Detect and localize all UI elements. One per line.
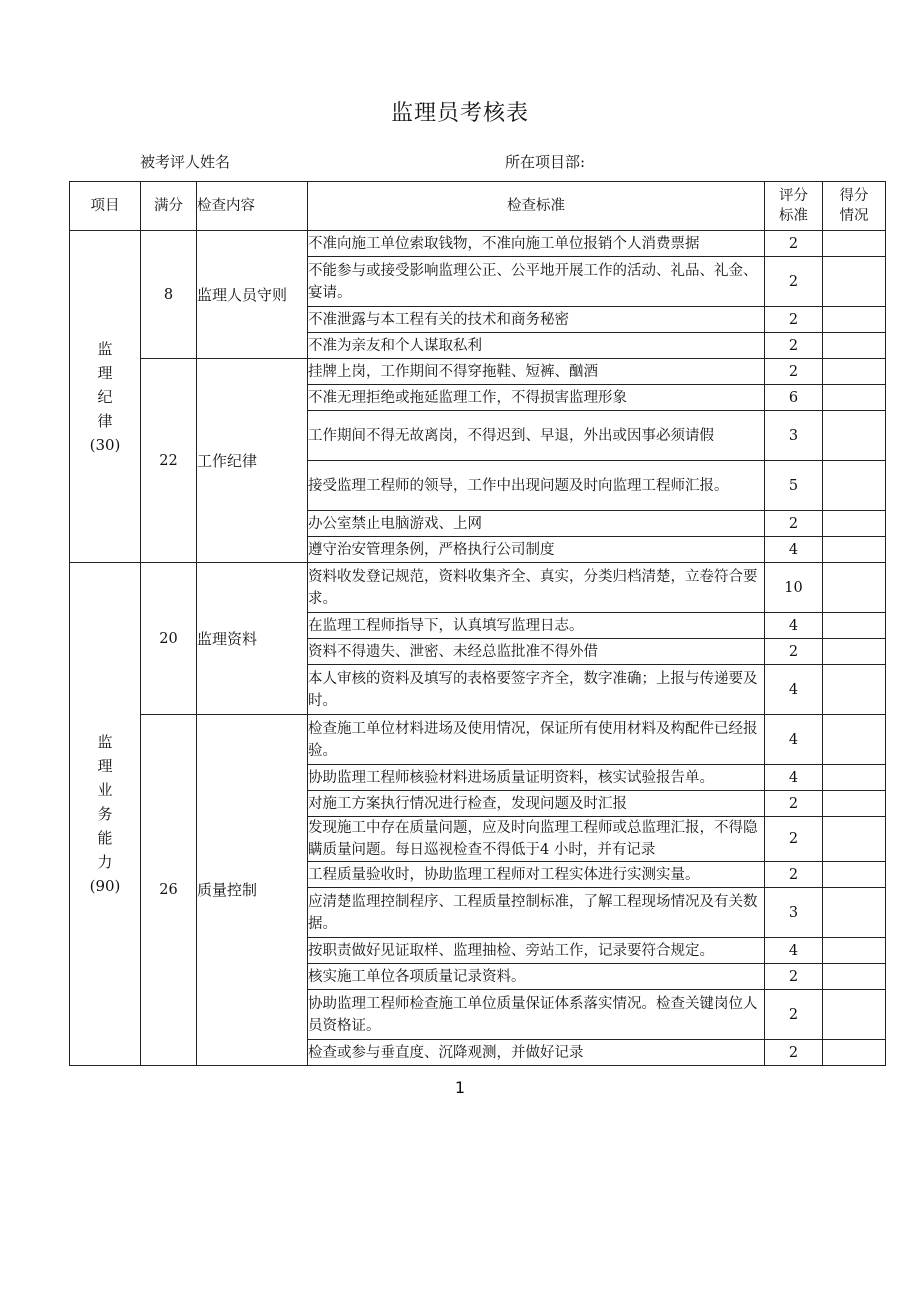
criterion-cell: 不能参与或接受影响监理公正、公平地开展工作的活动、礼品、礼金、宴请。 [308,257,765,307]
page-number: 1 [454,1078,466,1097]
standard-score-cell: 2 [765,990,823,1040]
criterion-cell: 核实施工单位各项质量记录资料。 [308,964,765,990]
table-row [70,231,886,257]
criterion-cell: 资料收发登记规范，资料收集齐全、真实，分类归档清楚，立卷符合要求。 [308,563,765,613]
obtained-score-cell[interactable] [823,665,886,715]
standard-score-cell: 2 [765,359,823,385]
obtained-score-cell[interactable] [823,1040,886,1066]
obtained-score-cell[interactable] [823,231,886,257]
category-total: (90) [89,877,121,895]
criterion-cell: 遵守治安管理条例，严格执行公司制度 [308,537,765,563]
header-content: 检查内容 [197,182,308,231]
header-standard: 评分标准 [765,182,823,231]
obtained-score-cell[interactable] [823,333,886,359]
header-full-score: 满分 [141,182,197,231]
criterion-cell: 不准向施工单位索取钱物，不准向施工单位报销个人消费票据 [308,231,765,257]
obtained-score-cell[interactable] [823,461,886,511]
standard-score-cell: 2 [765,511,823,537]
standard-score-cell: 2 [765,639,823,665]
criterion-cell: 在监理工程师指导下，认真填写监理日志。 [308,613,765,639]
criterion-cell: 资料不得遗失、泄密、未经总监批准不得外借 [308,639,765,665]
obtained-score-cell[interactable] [823,964,886,990]
standard-score-cell: 4 [765,613,823,639]
criterion-cell: 发现施工中存在质量问题，应及时向监理工程师或总监理汇报，不得隐瞒质量问题。每日巡视检查不得低于4 小时，并有记录 [308,817,765,862]
obtained-score-cell[interactable] [823,411,886,461]
project-dept-label: 所在项目部: [505,153,586,171]
standard-score-cell: 2 [765,333,823,359]
header-criteria: 检查标准 [308,182,765,231]
group-full-score: 22 [141,359,197,563]
obtained-score-cell[interactable] [823,715,886,765]
obtained-score-cell[interactable] [823,990,886,1040]
table-header-row [70,182,886,231]
obtained-score-cell[interactable] [823,938,886,964]
obtained-score-cell[interactable] [823,385,886,411]
standard-score-cell: 3 [765,411,823,461]
criterion-cell: 按职责做好见证取样、监理抽检、旁站工作，记录要符合规定。 [308,938,765,964]
standard-score-cell: 10 [765,563,823,613]
criterion-cell: 办公室禁止电脑游戏、上网 [308,511,765,537]
standard-score-cell: 2 [765,862,823,888]
obtained-score-cell[interactable] [823,888,886,938]
category-name: 监理业务能力 [97,733,113,871]
category-total: (30) [89,435,121,454]
standard-score-cell: 4 [765,938,823,964]
obtained-score-cell[interactable] [823,639,886,665]
obtained-score-cell[interactable] [823,257,886,307]
criterion-cell: 工程质量验收时，协助监理工程师对工程实体进行实测实量。 [308,862,765,888]
standard-score-cell: 2 [765,964,823,990]
examinee-name-label: 被考评人姓名 [140,153,231,171]
criterion-cell: 不准无理拒绝或拖延监理工作，不得损害监理形象 [308,385,765,411]
group-content: 监理资料 [197,563,308,715]
criterion-cell: 不准为亲友和个人谋取私利 [308,333,765,359]
group-content: 质量控制 [197,715,308,1066]
standard-score-cell: 4 [765,715,823,765]
standard-score-cell: 2 [765,257,823,307]
group-content: 工作纪律 [197,359,308,563]
standard-score-cell: 5 [765,461,823,511]
standard-score-cell: 2 [765,817,823,862]
table-row [70,715,886,765]
standard-score-cell: 2 [765,791,823,817]
page-title: 监理员考核表 [390,101,529,126]
criterion-cell: 协助监理工程师检查施工单位质量保证体系落实情况。检查关键岗位人员资格证。 [308,990,765,1040]
obtained-score-cell[interactable] [823,791,886,817]
obtained-score-cell[interactable] [823,817,886,862]
obtained-score-cell[interactable] [823,765,886,791]
criterion-cell: 接受监理工程师的领导，工作中出现问题及时向监理工程师汇报。 [308,461,765,511]
group-full-score: 8 [141,231,197,359]
category-name: 监理纪律 [97,339,113,430]
table-row [70,359,886,385]
obtained-score-cell[interactable] [823,613,886,639]
standard-score-cell: 4 [765,537,823,563]
criterion-cell: 检查施工单位材料进场及使用情况，保证所有使用材料及构配件已经报验。 [308,715,765,765]
obtained-score-cell[interactable] [823,307,886,333]
obtained-score-cell[interactable] [823,563,886,613]
criterion-cell: 对施工方案执行情况进行检查，发现问题及时汇报 [308,791,765,817]
table-body [70,231,886,1066]
table-row [70,563,886,613]
assessment-table [69,181,886,1066]
group-content: 监理人员守则 [197,231,308,359]
criterion-cell: 挂牌上岗，工作期间不得穿拖鞋、短裤、酗酒 [308,359,765,385]
criterion-cell: 工作期间不得无故离岗，不得迟到、早退，外出或因事必须请假 [308,411,765,461]
criterion-cell: 应清楚监理控制程序、工程质量控制标准，了解工程现场情况及有关数据。 [308,888,765,938]
category-cell [70,563,141,1066]
header-item: 项目 [70,182,141,231]
standard-score-cell: 3 [765,888,823,938]
obtained-score-cell[interactable] [823,511,886,537]
group-full-score: 26 [141,715,197,1066]
criterion-cell: 不准泄露与本工程有关的技术和商务秘密 [308,307,765,333]
group-full-score: 20 [141,563,197,715]
standard-score-cell: 4 [765,765,823,791]
obtained-score-cell[interactable] [823,862,886,888]
obtained-score-cell[interactable] [823,537,886,563]
criterion-cell: 协助监理工程师核验材料进场质量证明资料，核实试验报告单。 [308,765,765,791]
criterion-cell: 检查或参与垂直度、沉降观测，并做好记录 [308,1040,765,1066]
criterion-cell: 本人审核的资料及填写的表格要签字齐全，数字准确；上报与传递要及时。 [308,665,765,715]
standard-score-cell: 2 [765,231,823,257]
header-score: 得分情况 [823,182,886,231]
standard-score-cell: 2 [765,307,823,333]
category-cell [70,231,141,563]
standard-score-cell: 2 [765,1040,823,1066]
standard-score-cell: 6 [765,385,823,411]
obtained-score-cell[interactable] [823,359,886,385]
standard-score-cell: 4 [765,665,823,715]
